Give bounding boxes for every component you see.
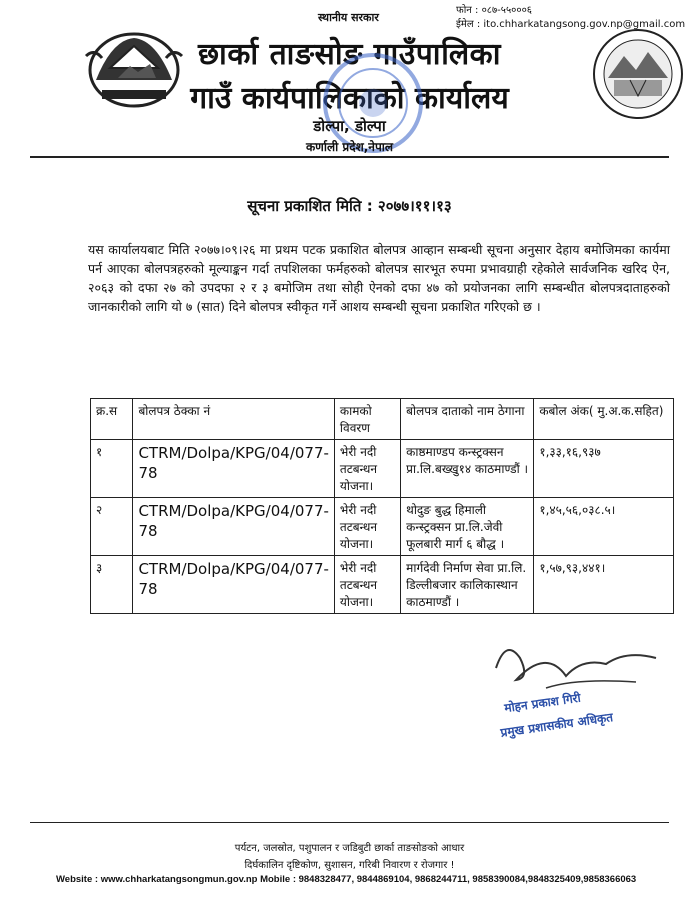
district-text: डोल्पा, डोल्पा [313,117,386,135]
cell-contract: CTRM/Dolpa/KPG/04/077-78 [133,440,334,498]
cell-sn: ३ [91,556,133,614]
cell-bidder: थोदुङ बुद्ध हिमाली कन्स्ट्रक्सन प्रा.लि.जेवी फूलबारी मार्ग ६ बौद्ध । [401,498,534,556]
table-header-row [91,399,674,440]
handwritten-signature [486,628,666,698]
local-government-label: स्थानीय सरकार [318,11,379,24]
cell-contract: CTRM/Dolpa/KPG/04/077-78 [133,556,334,614]
footer-tagline-1: पर्यटन, जलस्रोत, पशुपालन र जडिबुटी छार्का ताङसोङको आधार [234,843,465,854]
table-row [91,440,674,498]
cell-work: भेरी नदी तटबन्धन योजना। [334,498,400,556]
cell-amount: १,३३,१६,९३७ [534,440,674,498]
cell-bidder: मार्गदेवी निर्माण सेवा प्रा.लि. डिल्लीबजार कालिकास्थान काठमाण्डौं । [401,556,534,614]
cell-bidder: काष्ठमाण्डप कन्स्ट्रक्सन प्रा.लि.बख्खु१४ काठमाण्डौं । [401,440,534,498]
table-row [91,498,674,556]
header-bidder: बोलपत्र दाताको नाम ठेगाना [401,399,534,440]
municipality-title: छार्का ताङसोङ गाउँपालिका [198,37,501,72]
officer-title: प्रमुख प्रशासकीय अधिकृत [499,710,614,740]
officer-name: मोहन प्रकाश गिरी [503,690,582,716]
municipality-logo-icon [590,26,686,122]
cell-work: भेरी नदी तटबन्धन योजना। [334,440,400,498]
cell-work: भेरी नदी तटबन्धन योजना। [334,556,400,614]
header-work-description: कामको विवरण [334,399,400,440]
office-title: गाउँ कार्यपालिकाको कार्यालय [190,81,509,116]
header-sn: क्र.स [91,399,133,440]
footer-divider [30,822,669,823]
notice-body: यस कार्यालयबाट मिति २०७७।०९।२६ मा प्रथम पटक प्रकाशित बोलपत्र आव्हान सम्बन्धी सूचना अनुसार देहाय बमोजिमका कार्यमा पर्न आएका बोलपत्रहरुको मूल्याङ्कन गर्दा तपशिलका फर्महरुको बोलपत्र सारभूत रुपमा प्रभावग्राही रहेकोले सार्वजनिक खरिद ऐन, २०६३ को दफा २७ को उपदफा २ र ३ बमोजिम तथा सोही ऐनको दफा ४७ को प्रयोजनका लागि सम्बन्धीत बोलपत्रदाताहरुको जानकारीको लागि यो ७ (सात) दिने बोलपत्र स्वीकृत गर्ने आशय सम्बन्धी सूचना प्रकाशित गरिएको छ । [88,242,670,314]
table-row [91,556,674,614]
cell-amount: १,४५,५६,०३८.५। [534,498,674,556]
cell-sn: १ [91,440,133,498]
footer-contact: Website : www.chharkatangsongmun.gov.np Mobile : 9848328477, 9844869104, 9868244711, 9858390084,9848325409,9858366063 [56,874,637,885]
email-text: ईमेल : ito.chharkatangsong.gov.np@gmail.com [456,19,686,30]
phone-text: फोन : ०८७-५५०००६ [456,5,532,16]
header-amount: कबोल अंक( मु.अ.क.सहित) [534,399,674,440]
province-text: कर्णाली प्रदेश,नेपाल [305,140,394,154]
cell-contract: CTRM/Dolpa/KPG/04/077-78 [133,498,334,556]
header-contract-no: बोलपत्र ठेक्का नं [133,399,334,440]
header-divider [30,156,669,158]
cell-sn: २ [91,498,133,556]
footer-tagline-2: दिर्घकालिन दृष्टिकोण, सुशासन, गरिबी निवारण र रोजगार ! [244,860,455,871]
published-date-heading: सूचना प्रकाशित मिति : २०७७।११।१३ [247,197,452,215]
bid-results-table [90,398,674,614]
cell-amount: १,५७,९३,४४१। [534,556,674,614]
